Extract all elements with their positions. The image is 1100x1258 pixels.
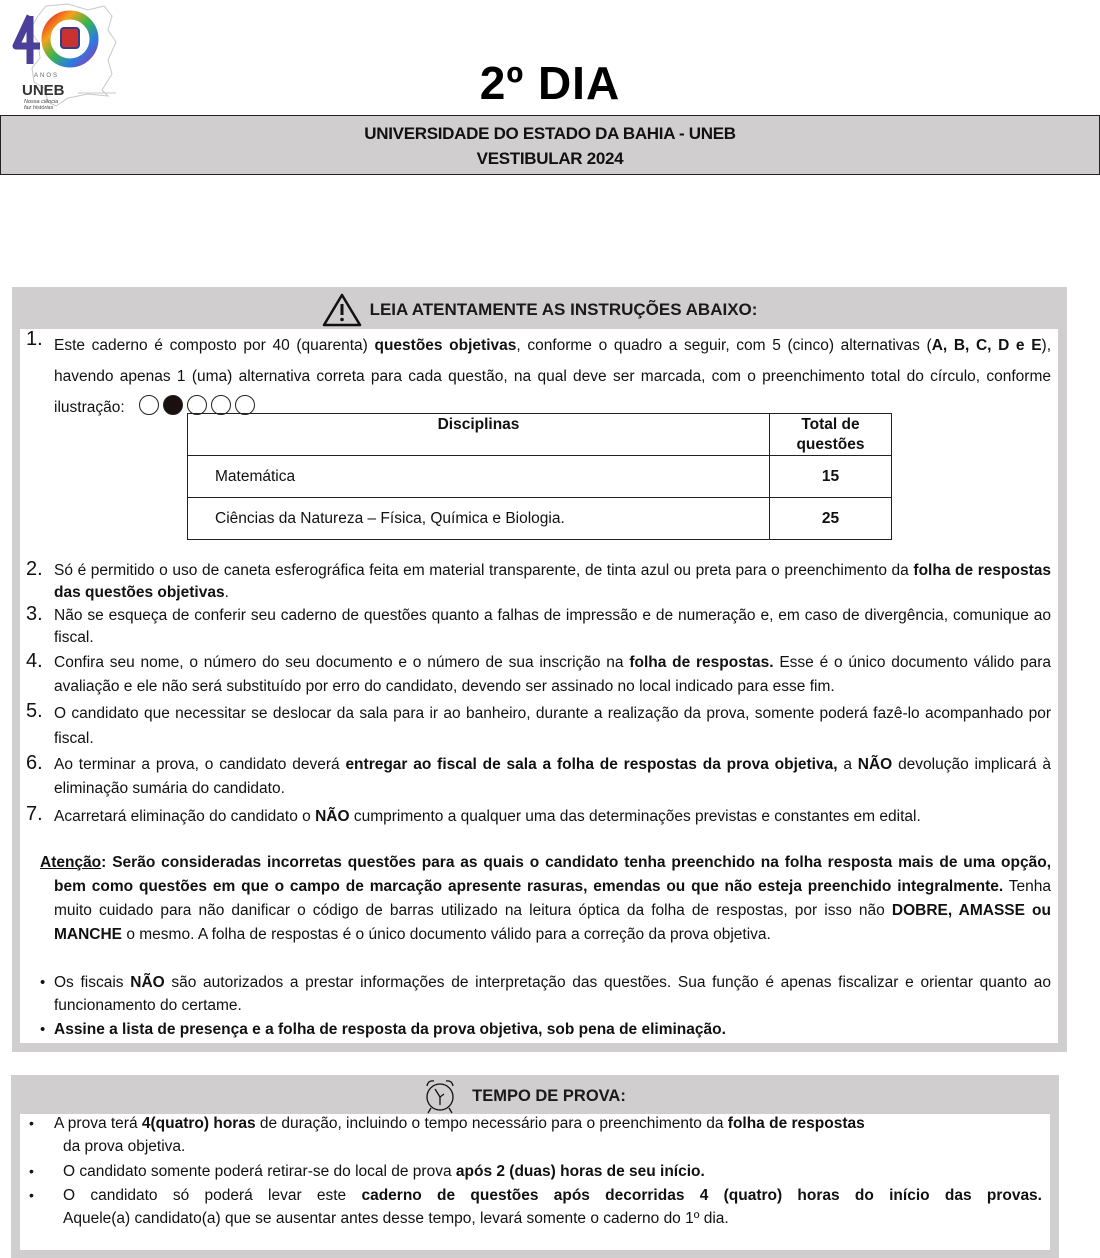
header-box — [0, 115, 1100, 175]
item-number: 5. — [26, 700, 43, 722]
discipline-total: 15 — [770, 456, 892, 498]
filled-bubble-icon — [163, 395, 183, 415]
discipline-name: Matemática — [188, 456, 770, 498]
item-number: 2. — [26, 558, 43, 580]
instructions-title-text: LEIA ATENTAMENTE AS INSTRUÇÕES ABAIXO: — [369, 300, 758, 319]
table-header-row — [188, 414, 892, 456]
instruction-item-3: 3. Não se esqueça de conferir seu caderno de questões quanto a falhas de impressão e de numeração e, em caso de divergência, comunique ao fiscal. — [26, 603, 1051, 646]
item-number: 6. — [26, 752, 43, 774]
svg-text:UNEB: UNEB — [22, 82, 65, 99]
bullet-icon: • — [40, 974, 46, 991]
university-name: UNIVERSIDADE DO ESTADO DA BAHIA - UNEB — [364, 124, 736, 143]
header-total: Total de questões — [770, 414, 892, 456]
header-disciplinas: Disciplinas — [188, 414, 770, 456]
item-number: 3. — [26, 603, 43, 625]
instruction-item-6: 6. Ao terminar a prova, o candidato deverá entregar ao fiscal de sala a folha de respostas da prova objetiva, a NÃO devolução implicará à eliminação sumária do candidato. — [26, 752, 1051, 797]
empty-bubble-icon — [211, 395, 231, 415]
disciplines-table — [187, 413, 892, 540]
item-number: 4. — [26, 650, 43, 672]
time-item-booklet: • O candidato só poderá levar este caderno de questões após decorridas 4 (quatro) horas do início das provas. Aquele(a) candidato(a) que se ausentar antes desse tempo, levará somente o caderno do 1º dia. — [20, 1184, 1042, 1230]
day-title: 2º DIA — [479, 57, 621, 109]
instruction-item-5: 5. O candidato que necessitar se deslocar da sala para ir ao banheiro, durante a realização da prova, somente poderá fazê-lo acompanhado por fiscal. — [26, 700, 1051, 747]
bullet-item-fiscais: • Os fiscais NÃO são autorizados a prestar informações de interpretação das questões. Sua função é apenas fiscalizar e orientar quanto ao funcionamento do certame. — [40, 971, 1051, 1017]
instruction-item-1: 1. Este caderno é composto por 40 (quarenta) questões objetivas, conforme o quadro a seguir, com 5 (cinco) alternativas (A, B, C, D e E), havendo apenas 1 (uma) alternativa correta para cada questão, na qual deve ser marcada, com o preenchimento total do círculo, conforme ilustração: — [26, 328, 1052, 416]
instruction-item-2: 2. Só é permitido o uso de caneta esferográfica feita em material transparente, de tinta azul ou preta para o preenchimento da folha de respostas das questões objetivas. — [26, 558, 1051, 601]
table-row — [188, 456, 892, 498]
discipline-name: Ciências da Natureza – Física, Química e Biologia. — [188, 498, 770, 540]
bullet-icon: • — [29, 1187, 34, 1203]
bullet-icon: • — [29, 1163, 34, 1179]
empty-bubble-icon — [235, 395, 255, 415]
attention-note: Atenção: Serão consideradas incorretas questões para as quais o candidato tenha preenchido na folha resposta mais de uma opção, bem como questões em que o campo de marcação apresente rasuras, emendas ou que não esteja preenchido integralmente. Tenha muito cuidado para não danificar o código de barras utilizado na leitura óptica da folha de respostas, por isso não DOBRE, AMASSE ou MANCHE o mesmo. A folha de respostas é o único documento válido para a correção da prova objetiva. — [40, 854, 1052, 943]
bullet-icon: • — [40, 1021, 46, 1038]
time-item-duration: • A prova terá 4(quatro) horas de duração, incluindo o tempo necessário para o preenchimento da folha de respostas da prova objetiva. — [20, 1112, 1042, 1158]
item-number: 7. — [26, 803, 43, 825]
instruction-item-4: 4. Confira seu nome, o número do seu documento e o número de sua inscrição na folha de respostas. Esse é o único documento válido para avaliação e ele não será substituído por erro do candidato, devendo ser assinado no local indicado para esse fim. — [26, 650, 1051, 695]
exam-time-title — [11, 1077, 1059, 1115]
time-item-leave: • O candidato somente poderá retirar-se do local de prova após 2 (duas) horas de seu início. — [20, 1160, 1042, 1183]
table-row — [188, 498, 892, 540]
alarm-clock-icon — [422, 1077, 458, 1115]
svg-text:faz histórias: faz histórias — [24, 105, 54, 110]
svg-text:Nossa ciência: Nossa ciência — [24, 99, 59, 105]
warning-triangle-icon — [322, 293, 362, 327]
empty-bubble-icon — [139, 395, 159, 415]
exam-time-panel — [11, 1075, 1059, 1258]
empty-bubble-icon — [187, 395, 207, 415]
item-number: 1. — [26, 328, 43, 350]
instructions-content — [20, 329, 1058, 1043]
exam-time-title-text: TEMPO DE PROVA: — [472, 1086, 626, 1105]
instructions-panel — [12, 287, 1067, 1052]
bullet-item-assine: • Assine a lista de presença e a folha de resposta da prova objetiva, sob pena de eliminação. — [40, 1018, 1051, 1041]
exam-time-content — [20, 1114, 1050, 1250]
bullet-icon: • — [29, 1115, 34, 1131]
instructions-title — [12, 291, 1067, 329]
answer-bubbles-illustration — [139, 395, 255, 415]
instruction-item-7: 7. Acarretará eliminação do candidato o NÃO cumprimento a qualquer uma das determinações previstas e constantes em edital. — [26, 803, 921, 825]
exam-name: VESTIBULAR 2024 — [476, 149, 624, 168]
attention-label: Atenção — [40, 854, 102, 871]
discipline-total: 25 — [770, 498, 892, 540]
svg-text:ANOS: ANOS — [34, 73, 60, 79]
